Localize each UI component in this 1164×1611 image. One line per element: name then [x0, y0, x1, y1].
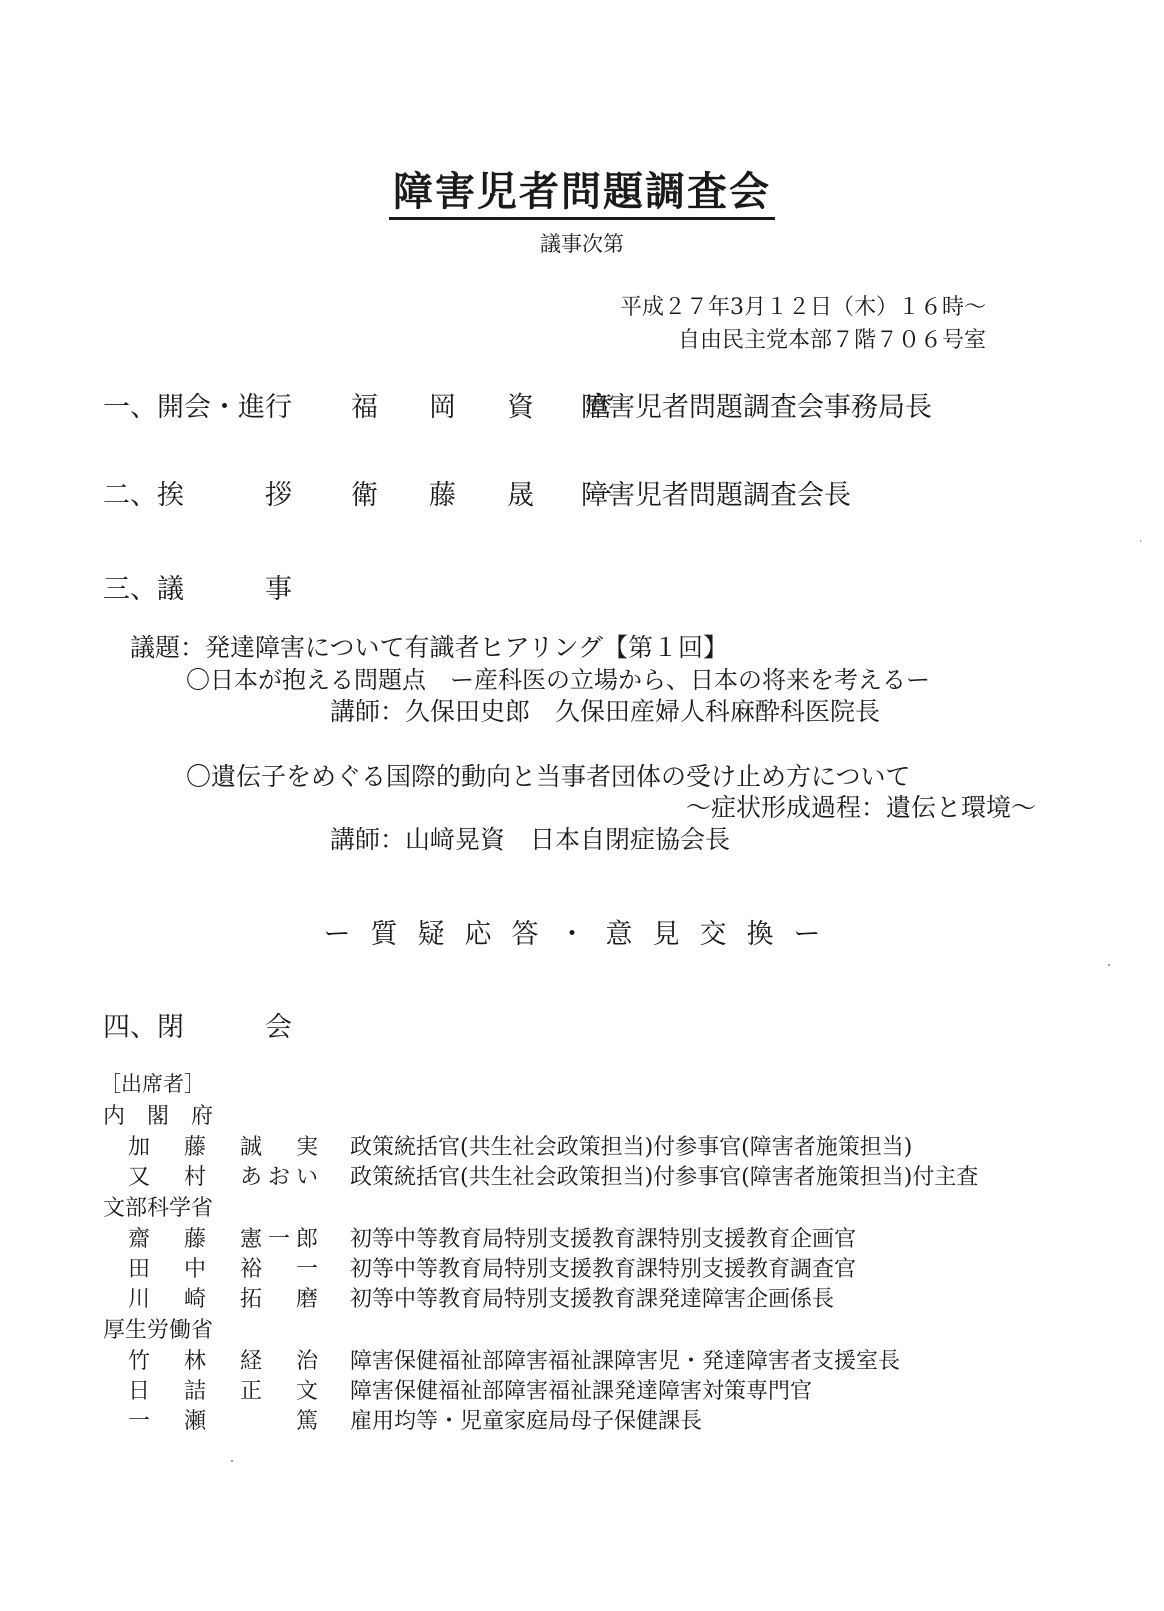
agenda-item-closing [103, 1005, 292, 1044]
attendee-name: 日 詰 正 文 [128, 1379, 325, 1404]
talk-2-subtitle: ～症状形成過程：遺伝と環境～ [685, 793, 1036, 822]
org-cabinet-office: 内 閣 府 [103, 1104, 214, 1129]
attendee-row [128, 1252, 856, 1283]
meeting-date: 平成２７年3月１２日（木）１６時～ [620, 295, 986, 320]
attendee-title: 障害保健福祉部障害福祉課障害児・発達障害者支援室長 [350, 1349, 901, 1374]
attendee-name: 加 藤 誠 実 [128, 1135, 325, 1160]
attendee-title: 初等中等教育局特別支援教育課特別支援教育企画官 [350, 1227, 857, 1252]
agenda-item-role: 障害児者問題調査会長 [581, 480, 851, 511]
document-title-text: 障害児者問題調査会 [389, 168, 775, 220]
attendees-heading: ［出席者］ [100, 1072, 205, 1096]
attendee-title: 政策統括官(共生社会政策担当)付参事官(障害者施策担当) [350, 1135, 913, 1160]
talk-2-title: 〇遺伝子をめぐる国際的動向と当事者団体の受け止め方について [186, 762, 911, 791]
attendee-name: 齋 藤 憲一郎 [128, 1227, 325, 1252]
scan-speck [231, 1460, 233, 1462]
attendee-row [128, 1344, 900, 1375]
agenda-item-proceedings [103, 567, 351, 606]
agenda-item-number: 二、挨 拶 [103, 480, 292, 511]
agenda-item-greeting [103, 473, 851, 512]
agenda-item-person: 福 岡 資 麿 [351, 392, 624, 423]
agenda-item-number: 四、閉 会 [103, 1012, 292, 1043]
qa-session: ー質疑応答・意見交換ー [323, 919, 841, 950]
agenda-item-number: 一、開会・進行 [103, 392, 292, 423]
discussion-topic: 議題：発達障害について有識者ヒアリング【第１回】 [130, 633, 729, 662]
attendee-name: 川 崎 拓 磨 [128, 1287, 325, 1312]
attendee-title: 初等中等教育局特別支援教育課特別支援教育調査官 [350, 1257, 857, 1282]
attendee-row [128, 1282, 834, 1313]
attendee-name: 一 瀬 篤 [128, 1409, 325, 1434]
attendee-row [128, 1160, 978, 1191]
talk-2-speaker: 講師：山﨑晃資 日本自閉症協会長 [330, 825, 731, 854]
scan-speck [1108, 964, 1110, 966]
org-mhlw: 厚生労働省 [103, 1318, 214, 1343]
agenda-item-opening [103, 385, 932, 424]
attendee-row [128, 1374, 812, 1405]
org-mext: 文部科学省 [103, 1196, 214, 1221]
talk-1-speaker: 講師：久保田史郎 久保田産婦人科麻酔科医院長 [330, 697, 881, 726]
agenda-item-number: 三、議 事 [103, 574, 292, 605]
document-title [0, 160, 1164, 217]
attendee-name: 田 中 裕 一 [128, 1257, 325, 1282]
attendee-title: 政策統括官(共生社会政策担当)付参事官(障害者施策担当)付主査 [350, 1165, 979, 1190]
attendee-title: 雇用均等・児童家庭局母子保健課長 [350, 1409, 703, 1434]
agenda-item-role: 障害児者問題調査会事務局長 [581, 392, 932, 423]
attendee-row [128, 1222, 856, 1253]
attendee-row [128, 1404, 702, 1435]
attendee-title: 障害保健福祉部障害福祉課発達障害対策専門官 [350, 1379, 813, 1404]
scan-speck [1140, 540, 1141, 542]
attendee-name: 又 村 あおい [128, 1165, 325, 1190]
agenda-item-person: 衛 藤 晟 一 [351, 480, 624, 511]
attendee-name: 竹 林 経 治 [128, 1349, 325, 1374]
document-subtitle: 議事次第 [540, 232, 624, 256]
attendee-title: 初等中等教育局特別支援教育課発達障害企画係長 [350, 1287, 835, 1312]
talk-1-title: 〇日本が抱える問題点 ー産科医の立場から、日本の将来を考えるー [186, 666, 930, 694]
meeting-venue: 自由民主党本部７階７０６号室 [677, 328, 986, 353]
attendee-row [128, 1130, 912, 1161]
